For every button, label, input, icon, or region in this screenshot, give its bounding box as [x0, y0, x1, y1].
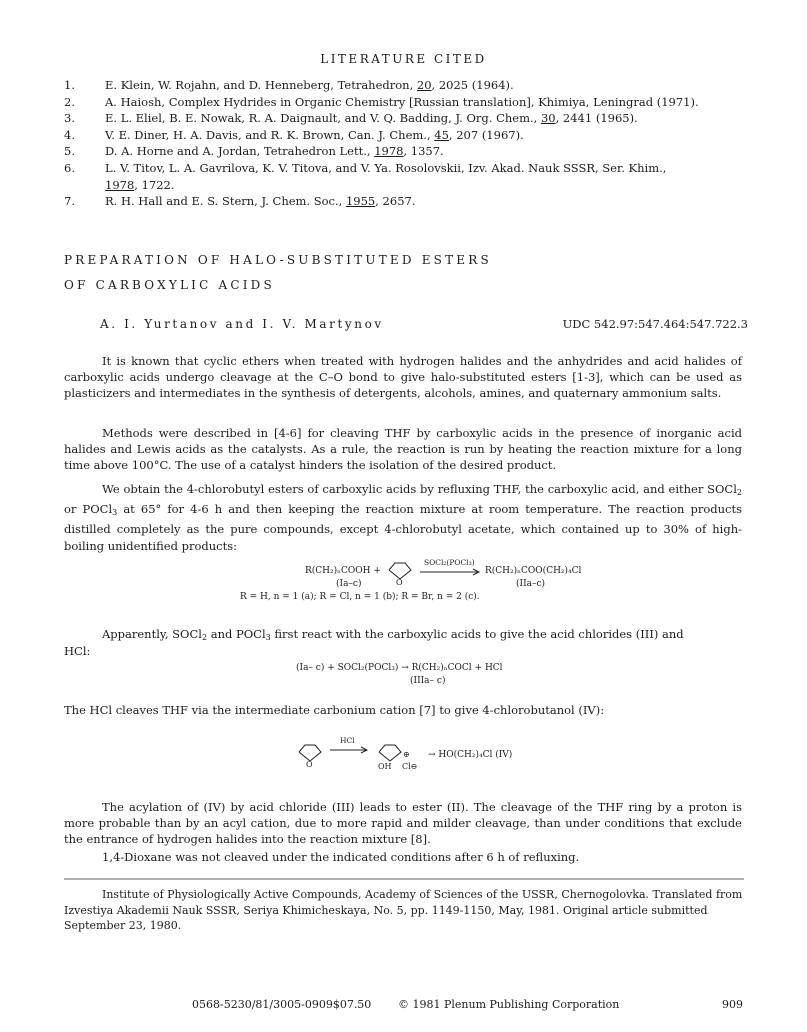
- ring-oxygen: O: [396, 578, 403, 587]
- scheme-2-label: (IIIa– c): [410, 676, 446, 686]
- reaction-arrow-icon: [330, 746, 370, 754]
- paragraph-5: The HCl cleaves THF via the intermediate carbonium cation [7] to give 4-chlorobutanol (IV):: [64, 703, 605, 717]
- reaction-arrow-icon: [420, 568, 482, 576]
- footnote-divider: [64, 878, 744, 881]
- journal-code: 0568-5230/81/3005-0909$07.50: [192, 998, 372, 1011]
- reference-item: 2. A. Haiosh, Complex Hydrides in Organic Chemistry [Russian translation], Khimiya, Leningrad (1971).: [64, 94, 699, 109]
- reference-item: 5. D. A. Horne and A. Jordan, Tetrahedron Lett., 1978, 1357.: [64, 144, 444, 159]
- paragraph-4: Apparently, SOCl$_2$ and POCl$_3$ first react with the carboxylic acids to give the acid chlorides (III) and: [102, 627, 684, 642]
- scheme-3-product: → HO(CH₂)₄Cl (IV): [428, 750, 513, 760]
- paragraph-6: The acylation of (IV) by acid chloride (III) leads to ester (II). The cleavage of the THF ring by a proton is more probable than by an acyl cation, due to more rapid and milder cleavage, than under conditions that exclude the entrance of hydrogen halides into the reaction mixture [8].: [64, 800, 742, 847]
- page-number: 909: [722, 998, 743, 1011]
- ring-oxygen: O: [306, 760, 313, 769]
- reactant-formula: R(CH₂)ₙCOOH +: [305, 566, 381, 576]
- reagent-label: HCl: [340, 736, 355, 745]
- reference-item: 7. R. H. Hall and E. S. Stern, J. Chem. Soc., 1955, 2657.: [64, 194, 416, 209]
- chloride-anion: Cl⊖: [402, 762, 418, 771]
- paragraph-1: It is known that cyclic ethers when treated with hydrogen halides and the anhydrides and acid halides of carboxylic acids undergo cleavage at the C–O bond to give halo-substituted esters [1-3], which can be used as plasticizers and intermediates in the synthesis of detergents, alcohols, amines, and quaternary ammonium salts.: [64, 354, 742, 401]
- paragraph-4-end: HCl:: [64, 644, 91, 658]
- cation-charge: ⊕: [403, 750, 410, 759]
- reference-item: 1. E. Klein, W. Rojahn, and D. Henneberg, Tetrahedron, 20, 2025 (1964).: [64, 78, 514, 92]
- reference-item: 4. V. E. Diner, H. A. Davis, and R. K. Brown, Can. J. Chem., 45, 207 (1967).: [64, 127, 524, 142]
- reference-item: 1978, 1722.: [105, 177, 175, 192]
- literature-cited-heading: LITERATURE CITED: [320, 52, 487, 66]
- reactant-label: (Ia–c): [336, 579, 362, 589]
- substituent-conditions: R = H, n = 1 (a); R = Cl, n = 1 (b); R = Br, n = 2 (c).: [240, 592, 480, 602]
- reference-item: 6. L. V. Titov, L. A. Gavrilova, K. V. Titova, and V. Ya. Rosolovskii, Izv. Akad. Nauk SSSR, Ser. Khim.,: [64, 160, 667, 175]
- reference-item: 3. E. L. Eliel, B. E. Nowak, R. A. Daignault, and V. Q. Badding, J. Org. Chem., 30, 2441 (1965).: [64, 111, 638, 126]
- footnote-affiliation: Institute of Physiologically Active Compounds, Academy of Sciences of the USSR, Chernogolovka. Translated from Izvestiya Akademii Nauk SSSR, Seriya Khimicheskaya, No. 5, pp. 1149-1150, May, 1981. Original article submitted September 23, 1980.: [64, 888, 743, 932]
- reagent-label: SOCl₂(POCl₃): [424, 558, 475, 567]
- article-title-line-1: PREPARATION OF HALO-SUBSTITUTED ESTERS: [64, 253, 492, 267]
- copyright-notice: © 1981 Plenum Publishing Corporation: [398, 998, 620, 1011]
- paragraph-2: Methods were described in [4-6] for cleaving THF by carboxylic acids in the presence of inorganic acid halides and Lewis acids as the catalysts. As a rule, the reaction is run by heating the reaction mixture for a long time above 100°C. The use of a catalyst hinders the isolation of the desired product.: [64, 426, 742, 473]
- authors: A. I. Yurtanov and I. V. Martynov: [100, 317, 384, 331]
- reference-list: [64, 77, 764, 210]
- article-title-line-2: OF CARBOXYLIC ACIDS: [64, 278, 275, 292]
- hydroxyl-label: OH: [378, 762, 392, 771]
- paragraph-3: We obtain the 4-chlorobutyl esters of carboxylic acids by refluxing THF, the carboxylic acid, and either SOCl$_2$ or POCl$_3$ at 65° for 4-6 h and then keeping the reaction mixture at room temperature. The reaction products distilled completely as the pure compounds, except 4-chlorobutyl acetate, which contained up to 30% of high-boiling unidentified products:: [64, 482, 742, 553]
- reaction-scheme-2: [0, 661, 807, 691]
- reaction-scheme-3: [0, 732, 807, 772]
- product-label: (IIa–c): [516, 579, 546, 589]
- reaction-scheme-1: [0, 558, 807, 618]
- udc-code: UDC 542.97:547.464:547.722.3: [562, 317, 748, 331]
- product-formula: R(CH₂)ₙCOO(CH₂)₄Cl: [485, 566, 582, 576]
- paragraph-7: 1,4-Dioxane was not cleaved under the indicated conditions after 6 h of refluxing.: [102, 850, 580, 864]
- scheme-2-equation: (Ia– c) + SOCl₂(POCl₃) → R(CH₂)ₙCOCl + HCl: [296, 663, 503, 673]
